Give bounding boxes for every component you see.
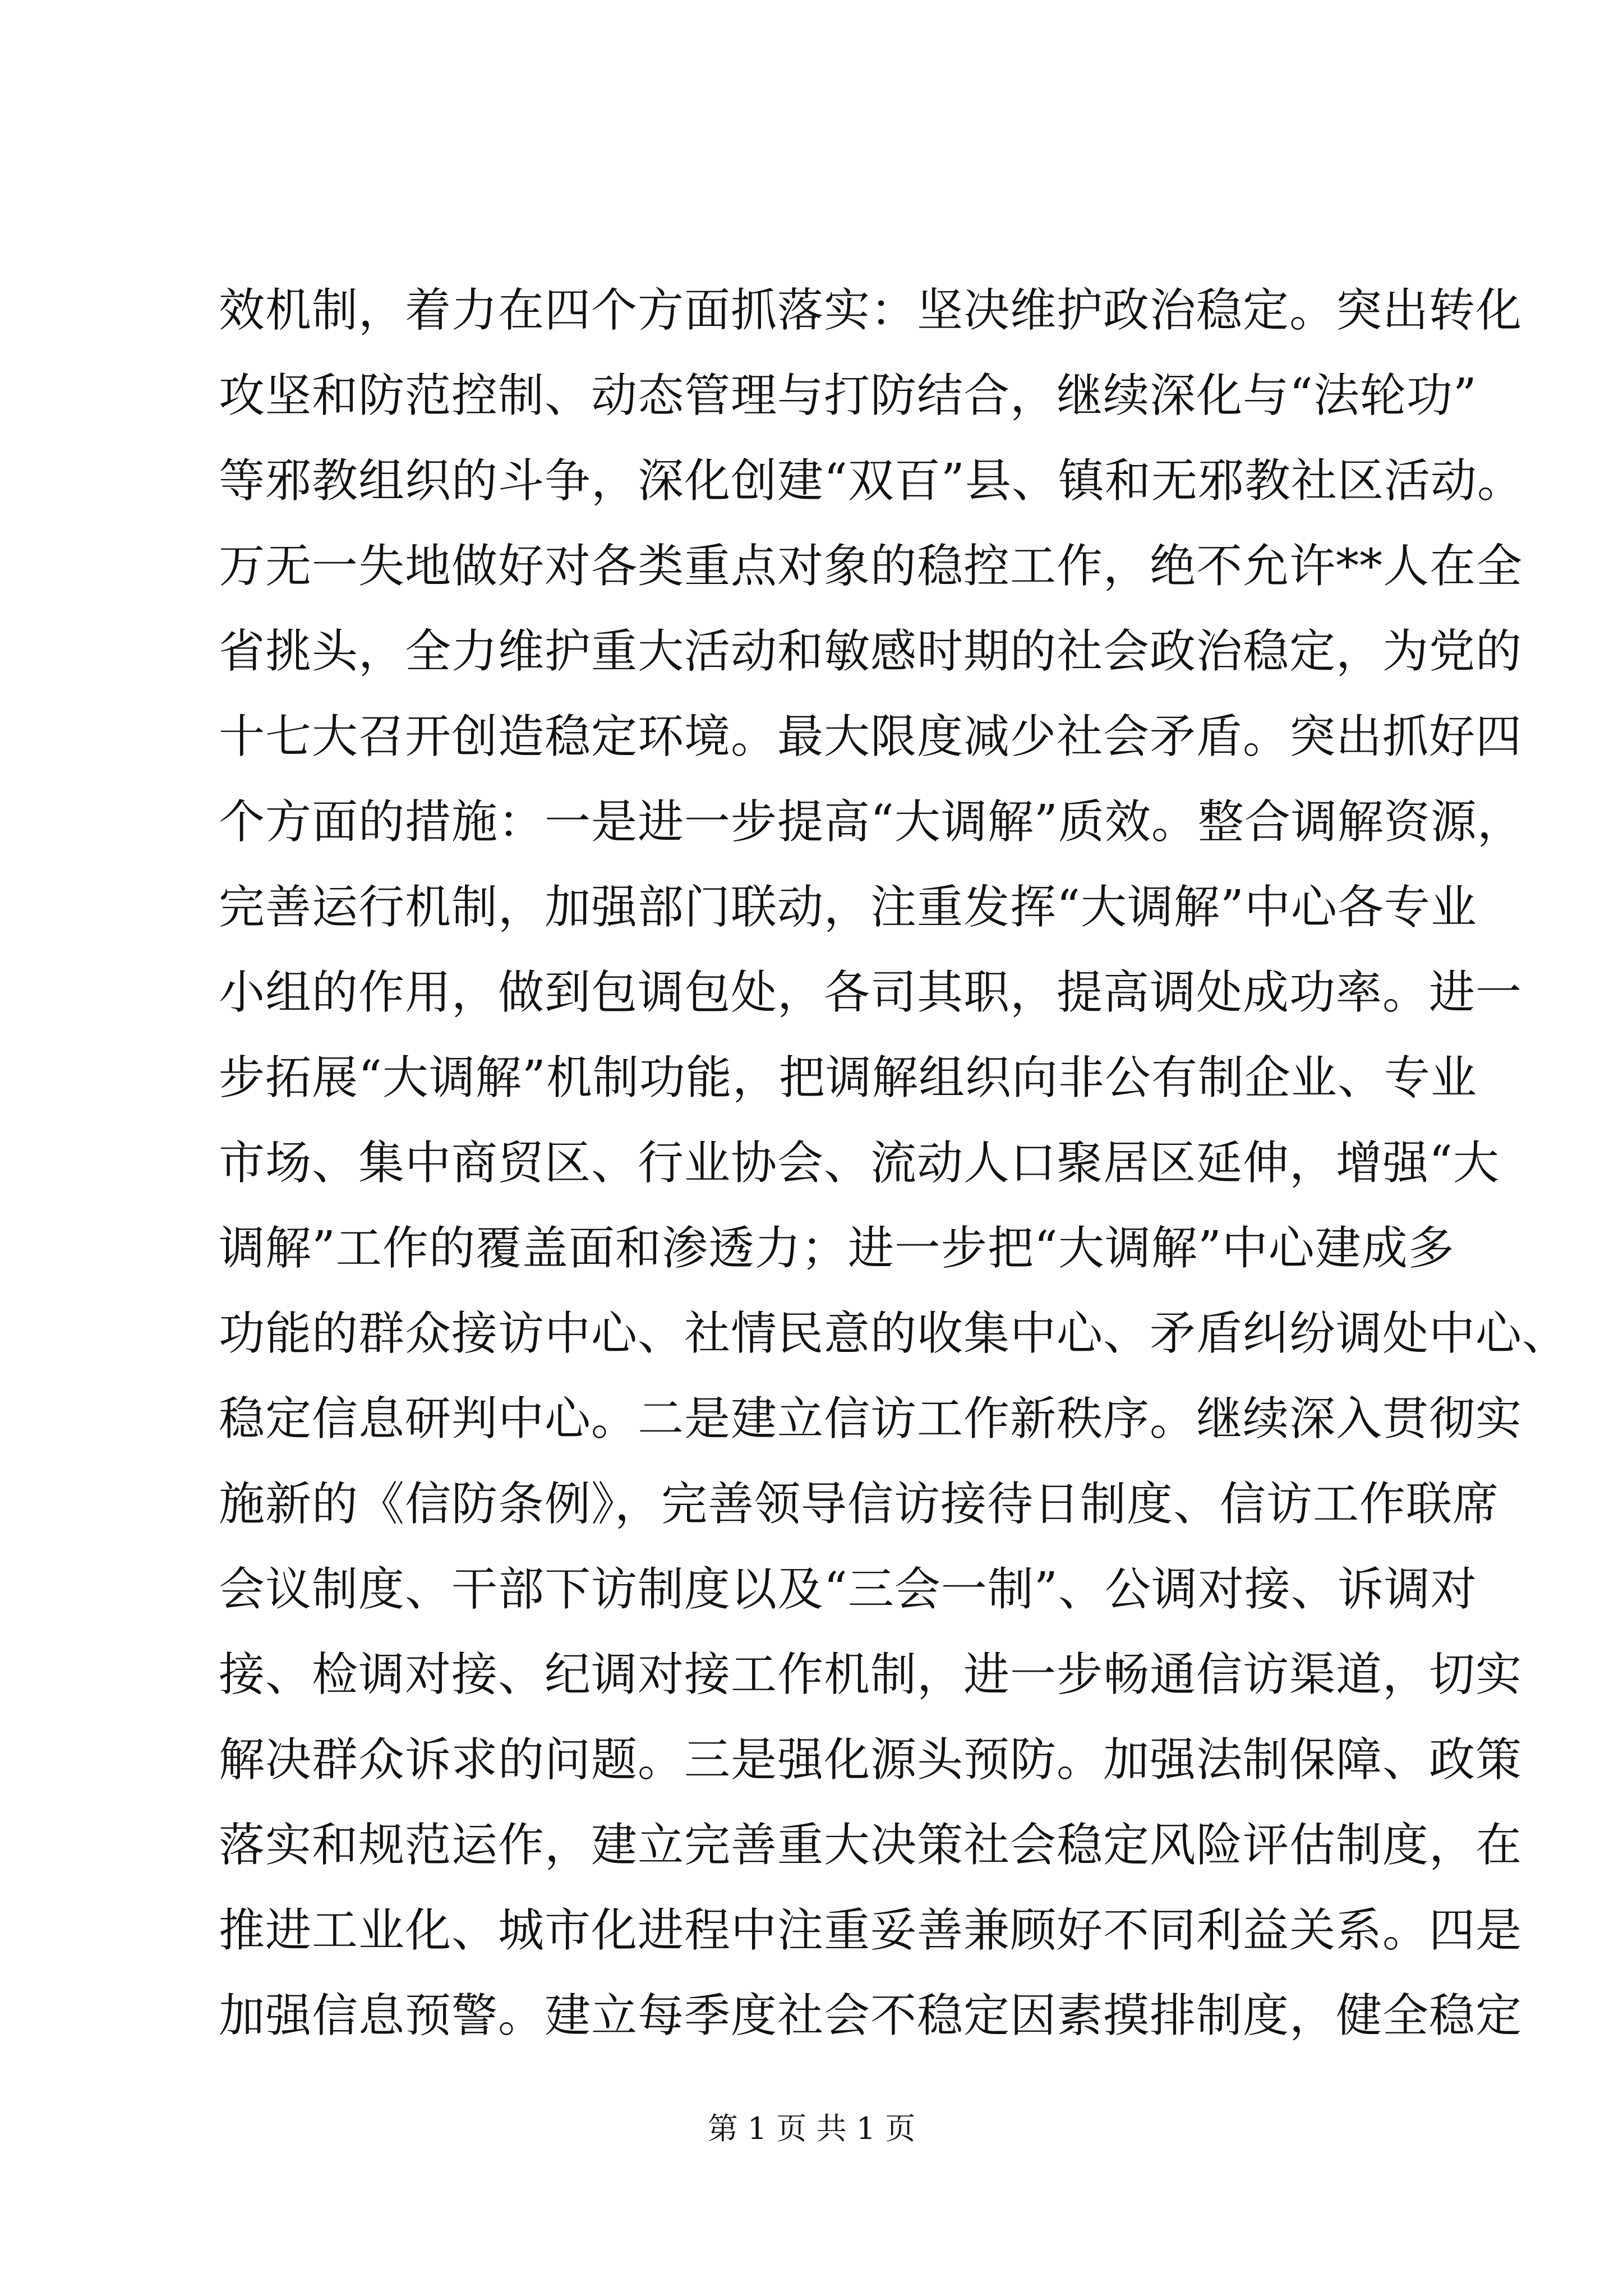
text-line: 市场、集中商贸区、行业协会、流动人口聚居区延伸，增强“大: [219, 1137, 1500, 1190]
text-line: 推进工业化、城市化进程中注重妥善兼顾好不同利益关系。四是: [219, 1904, 1523, 1957]
text-line: 落实和规范运作，建立完善重大决策社会稳定风险评估制度，在: [219, 1819, 1523, 1872]
text-line: 省挑头，全力维护重大活动和敏感时期的社会政治稳定，为党的: [219, 625, 1523, 678]
text-line: 会议制度、干部下访制度以及“三会一制”、公调对接、诉调对: [219, 1563, 1477, 1616]
text-line: 个方面的措施：一是进一步提高“大调解”质效。整合调解资源，: [219, 795, 1524, 849]
text-line: 步拓展“大调解”机制功能，把调解组织向非公有制企业、专业: [219, 1051, 1477, 1105]
text-line: 十七大召开创造稳定环境。最大限度减少社会矛盾。突出抓好四: [219, 710, 1523, 763]
text-line: 等邪教组织的斗争，深化创建“双百”县、镇和无邪教社区活动。: [219, 454, 1524, 508]
text-line: 稳定信息研判中心。二是建立信访工作新秩序。继续深入贯彻实: [219, 1392, 1523, 1446]
text-line: 接、检调对接、纪调对接工作机制，进一步畅通信访渠道，切实: [219, 1648, 1523, 1701]
page-footer: 第 1 页 共 1 页: [707, 2111, 916, 2146]
text-line: 小组的作用，做到包调包处，各司其职，提高调处成功率。进一: [219, 966, 1523, 1019]
text-line: 加强信息预警。建立每季度社会不稳定因素摸排制度，健全稳定: [219, 1989, 1523, 2042]
text-line: 完善运行机制，加强部门联动，注重发挥“大调解”中心各专业: [219, 881, 1477, 934]
text-line: 解决群众诉求的问题。三是强化源头预防。加强法制保障、政策: [219, 1733, 1523, 1787]
text-line: 调解”工作的覆盖面和渗透力；进一步把“大调解”中心建成多: [219, 1222, 1455, 1275]
text-line: 功能的群众接访中心、社情民意的收集中心、矛盾纠纷调处中心、: [219, 1307, 1569, 1360]
text-line: 施新的《信防条例》，完善领导信访接待日制度、信访工作联席: [219, 1478, 1500, 1531]
text-line: 万无一失地做好对各类重点对象的稳控工作，绝不允许**人在全: [219, 540, 1523, 593]
text-line: 效机制，着力在四个方面抓落实：坚决维护政治稳定。突出转化: [219, 284, 1523, 337]
body-paragraph: [219, 268, 1569, 2059]
text-line: 攻坚和防范控制、动态管理与打防结合，继续深化与“法轮功”: [219, 369, 1477, 422]
